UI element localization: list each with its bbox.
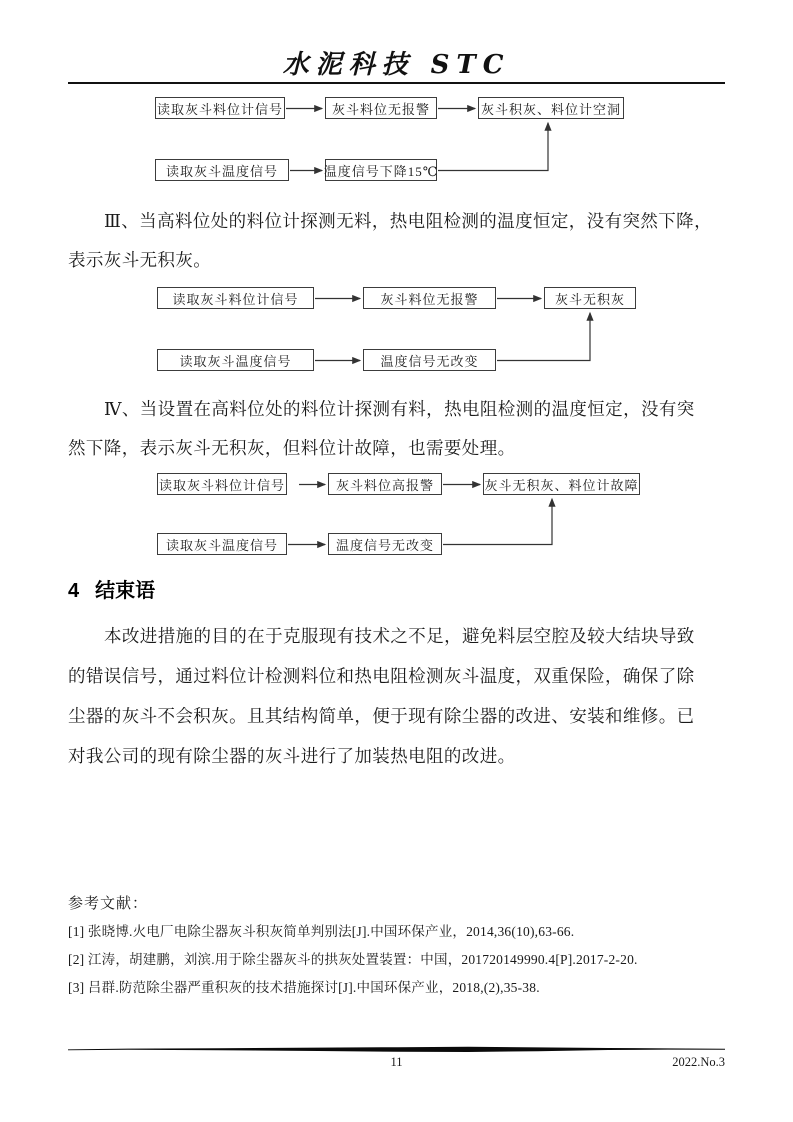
fc3-node-level-high-alarm: 灰斗料位高报警 <box>328 473 442 495</box>
fc3-node-temp-unchanged: 温度信号无改变 <box>328 533 442 555</box>
fc2-node-read-level-signal: 读取灰斗料位计信号 <box>157 287 314 309</box>
body-line-3: 尘器的灰斗不会积灰。且其结构简单，便于现有除尘器的改进、安装和维修。已 <box>68 706 695 726</box>
footer-rule <box>68 1045 725 1055</box>
section-title: 结束语 <box>95 580 156 602</box>
journal-title: 水泥科技 STC <box>282 50 511 80</box>
fc3-node-result: 灰斗无积灰、料位计故障 <box>483 473 640 495</box>
section-heading <box>68 574 155 603</box>
fc1-node-level-no-alarm: 灰斗料位无报警 <box>325 97 437 119</box>
fc2-node-level-no-alarm: 灰斗料位无报警 <box>363 287 496 309</box>
fc1-node-temp-drop: 温度信号下降15℃ <box>325 159 437 181</box>
fc1-node-read-level-signal: 读取灰斗料位计信号 <box>155 97 285 119</box>
body-line-4: 对我公司的现有除尘器的灰斗进行了加装热电阻的改进。 <box>68 746 516 766</box>
paragraph-4-line-1: Ⅳ、当设置在高料位处的料位计探测有料，热电阻检测的温度恒定，没有突 <box>104 399 695 419</box>
reference-item-3: [3] 吕群.防范除尘器严重积灰的技术措施探讨[J].中国环保产业，2018,(2),35-38. <box>68 980 540 995</box>
issue-label: 2022.No.3 <box>672 1055 725 1069</box>
page-number: 11 <box>390 1055 403 1069</box>
paragraph-3-line-1: Ⅲ、当高料位处的料位计探测无料，热电阻检测的温度恒定，没有突然下降， <box>104 211 712 231</box>
reference-item-1: [1] 张晓博.火电厂电除尘器灰斗积灰简单判别法[J].中国环保产业，2014,36(10),63-66. <box>68 924 575 939</box>
reference-item-2: [2] 江涛，胡建鹏，刘滨.用于除尘器灰斗的拱灰处置装置：中国，201720149990.4[P].2017-2-20. <box>68 952 638 967</box>
fc1-node-result: 灰斗积灰、料位计空洞 <box>478 97 624 119</box>
fc3-node-read-temp-signal: 读取灰斗温度信号 <box>157 533 287 555</box>
fc3-node-read-level-signal: 读取灰斗料位计信号 <box>157 473 287 495</box>
body-line-2: 的错误信号，通过料位计检测料位和热电阻检测灰斗温度，双重保险，确保了除 <box>68 666 695 686</box>
body-line-1: 本改进措施的目的在于克服现有技术之不足，避免料层空腔及较大结块导致 <box>104 626 695 646</box>
paragraph-4-line-2: 然下降，表示灰斗无积灰，但料位计故障，也需要处理。 <box>68 438 516 458</box>
paragraph-4 <box>68 390 728 468</box>
section-body-paragraph <box>68 616 728 776</box>
header-rule <box>68 82 725 84</box>
references-heading: 参考文献： <box>68 896 149 912</box>
section-number: 4 <box>68 580 80 602</box>
paragraph-3 <box>68 202 728 280</box>
fc2-node-temp-unchanged: 温度信号无改变 <box>363 349 496 371</box>
fc2-node-read-temp-signal: 读取灰斗温度信号 <box>157 349 314 371</box>
paragraph-3-line-2: 表示灰斗无积灰。 <box>68 250 212 270</box>
fc2-node-result: 灰斗无积灰 <box>544 287 636 309</box>
fc1-node-read-temp-signal: 读取灰斗温度信号 <box>155 159 289 181</box>
